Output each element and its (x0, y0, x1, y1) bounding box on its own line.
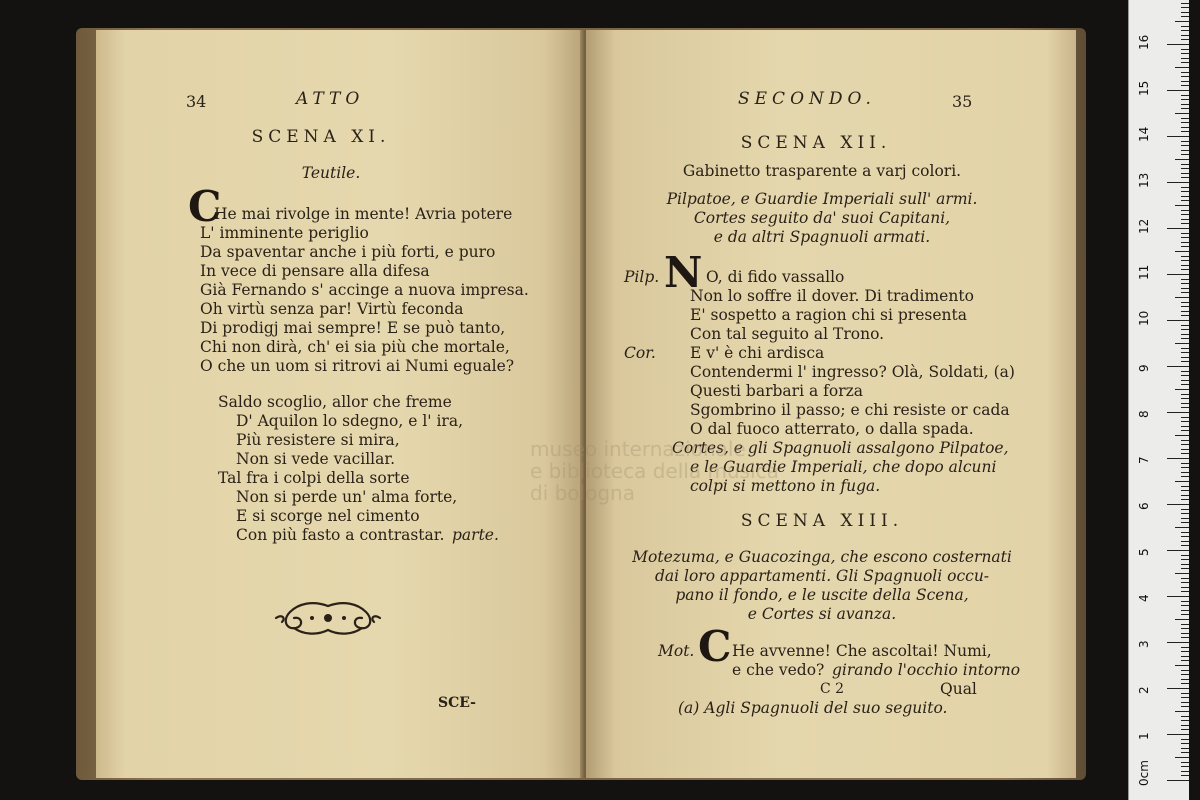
ruler-tick (1181, 499, 1189, 500)
pilp-line: Con tal seguito al Trono. (690, 325, 885, 343)
ruler-tick (1175, 67, 1189, 68)
ruler-tick (1181, 720, 1189, 721)
ruler-tick (1181, 449, 1189, 450)
ruler-tick (1181, 12, 1189, 13)
ruler-tick (1181, 260, 1189, 261)
ruler-tick (1167, 458, 1189, 459)
ruler-tick (1181, 164, 1189, 165)
speaker-pilp: Pilp. (624, 268, 660, 286)
stage-direction-line: Motezuma, e Guacozinga, che escono costernati (632, 548, 1012, 566)
ruler-tick (1181, 706, 1189, 707)
catchword-right: Qual (940, 680, 977, 698)
ruler-tick (1181, 532, 1189, 533)
ruler-tick (1181, 444, 1189, 445)
ruler-tick (1181, 651, 1189, 652)
running-head-right: SECONDO. (738, 89, 876, 109)
ruler-tick (1181, 545, 1189, 546)
pilp-line: O, di fido vassallo (706, 268, 845, 286)
mot-line: He avvenne! Che ascoltai! Numi, (732, 642, 992, 660)
aria-line: E si scorge nel cimento (236, 507, 420, 525)
stage-direction-line: e le Guardie Imperiali, che dopo alcuni (690, 458, 997, 476)
mot-line: e che vedo? (732, 661, 825, 679)
ruler-number: 16 (1137, 34, 1151, 50)
ruler-tick (1181, 85, 1189, 86)
aria-line: Saldo scoglio, allor che freme (218, 393, 452, 411)
catchword-left: SCE- (438, 695, 476, 711)
verse-line: Oh virtù senza par! Virtù feconda (200, 300, 464, 318)
ruler-tick (1181, 279, 1189, 280)
ruler-tick (1181, 518, 1189, 519)
ruler-tick (1181, 223, 1189, 224)
ruler-tick (1181, 509, 1189, 510)
ruler-tick (1175, 389, 1189, 390)
ruler-tick (1167, 90, 1189, 91)
ruler-tick (1181, 315, 1189, 316)
ruler-tick (1181, 637, 1189, 638)
ruler-number: 15 (1137, 80, 1151, 96)
watermark-line: e biblioteca della musica (530, 459, 779, 483)
stage-direction-line: dai loro appartamenti. Gli Spagnuoli occu- (654, 567, 990, 585)
ruler-tick (1181, 95, 1189, 96)
ruler-tick (1181, 154, 1189, 155)
ruler-tick (1167, 274, 1189, 275)
ruler-tick (1181, 472, 1189, 473)
stage-direction-line: e Cortes si avanza. (747, 605, 897, 623)
ruler-tick (1181, 131, 1189, 132)
ruler-tick (1181, 352, 1189, 353)
ruler-tick (1181, 237, 1189, 238)
ruler-tick (1181, 522, 1189, 523)
ruler-tick (1181, 292, 1189, 293)
watermark-line: museo internazionale (530, 437, 746, 461)
aria-line: Tal fra i colpi della sorte (218, 469, 410, 487)
stage-direction-inline: girando l'occhio intorno (832, 661, 1021, 679)
ruler-tick (1181, 145, 1189, 146)
ruler-tick (1167, 412, 1189, 413)
ruler-tick (1181, 476, 1189, 477)
page-number-right: 35 (952, 92, 973, 111)
ruler-tick (1181, 81, 1189, 82)
ruler-tick (1181, 329, 1189, 330)
ruler-tick (1181, 265, 1189, 266)
ruler-tick (1181, 242, 1189, 243)
ruler-tick (1181, 674, 1189, 675)
ruler-tick (1181, 716, 1189, 717)
ruler-tick (1181, 725, 1189, 726)
verse-line: He mai rivolge in mente! Avria potere (214, 205, 513, 223)
ruler-number: 6 (1137, 502, 1151, 510)
ruler-tick (1181, 39, 1189, 40)
ruler-tick (1181, 16, 1189, 17)
ruler-tick (1181, 187, 1189, 188)
ruler-tick (1167, 182, 1189, 183)
ruler-tick (1181, 30, 1189, 31)
ruler-tick (1181, 748, 1189, 749)
drop-cap: N (664, 248, 703, 297)
ruler-tick (1181, 62, 1189, 63)
ruler-tick (1181, 380, 1189, 381)
ruler-tick (1175, 481, 1189, 482)
ruler-number: 12 (1137, 218, 1151, 234)
ruler-tick (1181, 426, 1189, 427)
ruler-tick (1181, 628, 1189, 629)
ruler-tick (1175, 113, 1189, 114)
ruler-tick (1167, 136, 1189, 137)
ruler-tick (1181, 403, 1189, 404)
ruler-tick (1175, 711, 1189, 712)
ruler-tick (1181, 361, 1189, 362)
ruler-tick (1181, 752, 1189, 753)
ruler-tick (1181, 421, 1189, 422)
ruler-number: 1 (1137, 732, 1151, 740)
speaker-mot: Mot. (658, 642, 695, 660)
library-watermark (530, 438, 779, 504)
scene-title-left: SCENA XI. (251, 127, 391, 147)
ruler-tick (1181, 311, 1189, 312)
ruler-tick (1175, 343, 1189, 344)
ruler-tick (1181, 771, 1189, 772)
ruler-tick (1181, 371, 1189, 372)
speaker-cor: Cor. (624, 344, 656, 362)
ruler-tick (1181, 108, 1189, 109)
cor-line: Contendermi l' ingresso? Olà, Soldati, (a) (690, 363, 1015, 381)
ruler-tick (1181, 762, 1189, 763)
ruler-number: 8 (1137, 410, 1151, 418)
ruler-tick (1181, 58, 1189, 59)
ruler-tick (1181, 486, 1189, 487)
ruler-tick (1181, 559, 1189, 560)
ruler-tick (1181, 191, 1189, 192)
stage-direction-line: e da altri Spagnuoli armati. (713, 228, 931, 246)
ruler-tick (1175, 527, 1189, 528)
ruler-tick (1181, 467, 1189, 468)
ruler-tick (1167, 228, 1189, 229)
ruler-tick (1167, 320, 1189, 321)
centimeter-ruler (1128, 0, 1189, 800)
exit-direction: parte. (452, 526, 499, 544)
ruler-tick (1181, 775, 1189, 776)
ruler-tick (1181, 141, 1189, 142)
ruler-tick (1181, 357, 1189, 358)
ruler-tick (1181, 173, 1189, 174)
ruler-tick (1181, 233, 1189, 234)
ruler-tick (1181, 495, 1189, 496)
drop-cap: C (698, 622, 732, 671)
aria-line: D' Aquilon lo sdegno, e l' ira, (236, 412, 464, 430)
ruler-tick (1181, 647, 1189, 648)
ruler-tick (1181, 490, 1189, 491)
ruler-tick (1181, 375, 1189, 376)
ruler-tick (1181, 104, 1189, 105)
ruler-tick (1181, 127, 1189, 128)
ruler-tick (1167, 44, 1189, 45)
ruler-tick (1181, 150, 1189, 151)
ruler-tick (1181, 568, 1189, 569)
verse-line: Di prodigj mai sempre! E se può tanto, (200, 319, 506, 337)
ruler-tick (1181, 35, 1189, 36)
fleuron-ornament-icon (272, 598, 384, 638)
verse-line: Già Fernando s' accinge a nuova impresa. (200, 281, 529, 299)
ruler-tick (1181, 219, 1189, 220)
ruler-tick (1181, 591, 1189, 592)
ruler-number: 10 (1137, 310, 1151, 326)
ruler-tick (1181, 463, 1189, 464)
cor-line: E v' è chi ardisca (690, 344, 825, 362)
ruler-tick (1181, 739, 1189, 740)
ruler-tick (1181, 168, 1189, 169)
ruler-tick (1181, 200, 1189, 201)
verse-line: Da spaventar anche i più forti, e puro (200, 243, 496, 261)
ruler-tick (1167, 642, 1189, 643)
ruler-tick (1181, 269, 1189, 270)
ruler-number: 7 (1137, 456, 1151, 464)
ruler-tick (1181, 536, 1189, 537)
ruler-tick (1181, 697, 1189, 698)
ruler-tick (1181, 26, 1189, 27)
ruler-tick (1181, 587, 1189, 588)
signature-mark: C 2 (820, 681, 845, 697)
stage-direction-line: pano il fondo, e le uscite della Scena, (675, 586, 969, 604)
ruler-number: 14 (1137, 126, 1151, 142)
ruler-tick (1181, 440, 1189, 441)
ruler-tick (1175, 205, 1189, 206)
ruler-tick (1181, 564, 1189, 565)
ruler-tick (1175, 573, 1189, 574)
ruler-tick (1181, 325, 1189, 326)
verse-line: In vece di pensare alla difesa (200, 262, 430, 280)
right-page (586, 30, 1076, 778)
ruler-tick (1181, 407, 1189, 408)
scene-title-right: SCENA XII. (740, 133, 892, 153)
ruler-tick (1167, 504, 1189, 505)
ruler-tick (1181, 49, 1189, 50)
pilp-line: E' sospetto a ragion chi si presenta (690, 306, 967, 324)
ruler-tick (1181, 384, 1189, 385)
ruler-tick (1181, 417, 1189, 418)
ruler-tick (1181, 729, 1189, 730)
ruler-tick (1181, 177, 1189, 178)
cor-line: Questi barbari a forza (690, 382, 864, 400)
ruler-number: 2 (1137, 686, 1151, 694)
ruler-tick (1181, 72, 1189, 73)
verse-line: O che un uom si ritrovi ai Numi eguale? (200, 357, 515, 375)
page-number-left: 34 (186, 92, 207, 111)
ruler-tick (1181, 683, 1189, 684)
ruler-tick (1181, 582, 1189, 583)
ruler-tick (1181, 283, 1189, 284)
cor-line: Sgombrino il passo; e chi resiste or cada (690, 401, 1010, 419)
ruler-tick (1181, 7, 1189, 8)
footnote: (a) Agli Spagnuoli del suo seguito. (678, 699, 948, 717)
ruler-tick (1181, 453, 1189, 454)
ruler-number: 4 (1137, 594, 1151, 602)
stage-direction-line: Cortes, e gli Spagnuoli assalgono Pilpatoe, (672, 439, 1009, 457)
ruler-tick (1181, 394, 1189, 395)
ruler-number: 11 (1137, 264, 1151, 280)
ruler-number: 5 (1137, 548, 1151, 556)
ruler-tick (1181, 633, 1189, 634)
ruler-tick (1181, 702, 1189, 703)
verse-line: L' imminente periglio (200, 224, 369, 242)
ruler-tick (1181, 605, 1189, 606)
ruler-tick (1181, 541, 1189, 542)
ruler-tick (1181, 302, 1189, 303)
ruler-tick (1175, 21, 1189, 22)
ruler-number: 9 (1137, 364, 1151, 372)
ruler-tick (1167, 780, 1189, 781)
aria-line: Con più fasto a contrastar. (236, 526, 445, 544)
ruler-tick (1181, 513, 1189, 514)
stage-direction-line: Pilpatoe, e Guardie Imperiali sull' armi. (666, 190, 978, 208)
ruler-tick (1175, 665, 1189, 666)
ruler-tick (1181, 99, 1189, 100)
stage-direction-line: Cortes seguito da' suoi Capitani, (693, 209, 951, 227)
ruler-tick (1181, 660, 1189, 661)
ruler-tick (1167, 366, 1189, 367)
ruler-tick (1181, 3, 1189, 4)
ruler-tick (1181, 555, 1189, 556)
ruler-tick (1181, 348, 1189, 349)
aria-line: Più resistere si mira, (236, 431, 400, 449)
ruler-tick (1181, 743, 1189, 744)
ruler-tick (1167, 734, 1189, 735)
ruler-tick (1181, 288, 1189, 289)
ruler-tick (1175, 297, 1189, 298)
scene-setting: Gabinetto trasparente a varj colori. (682, 162, 962, 180)
ruler-number: 0cm (1137, 760, 1151, 786)
ruler-tick (1181, 693, 1189, 694)
ruler-tick (1175, 251, 1189, 252)
ruler-tick (1181, 624, 1189, 625)
ruler-tick (1181, 76, 1189, 77)
watermark-line: di bologna (530, 481, 635, 505)
ruler-tick (1181, 246, 1189, 247)
ruler-tick (1181, 430, 1189, 431)
ruler-tick (1175, 619, 1189, 620)
cor-line: O dal fuoco atterrato, o dalla spada. (690, 420, 974, 438)
ruler-tick (1175, 757, 1189, 758)
pilp-line: Non lo soffre il dover. Di tradimento (690, 287, 974, 305)
ruler-tick (1167, 596, 1189, 597)
ruler-tick (1181, 670, 1189, 671)
ruler-tick (1175, 435, 1189, 436)
drop-cap: C (188, 182, 222, 231)
aria-line: Non si vede vacillar. (236, 450, 396, 468)
ruler-tick (1181, 214, 1189, 215)
running-head-left: ATTO (296, 89, 365, 109)
ruler-number: 3 (1137, 640, 1151, 648)
stage-direction-line: colpi si mettono in fuga. (690, 477, 881, 495)
left-page (96, 30, 584, 778)
ruler-tick (1181, 614, 1189, 615)
aria-line: Non si perde un' alma forte, (236, 488, 458, 506)
ruler-tick (1181, 578, 1189, 579)
ruler-tick (1181, 679, 1189, 680)
character-name: Teutile. (301, 164, 361, 182)
ruler-tick (1181, 118, 1189, 119)
ruler-tick (1167, 688, 1189, 689)
ruler-tick (1181, 53, 1189, 54)
ruler-tick (1181, 601, 1189, 602)
ruler-tick (1181, 210, 1189, 211)
ruler-tick (1181, 398, 1189, 399)
ruler-tick (1181, 656, 1189, 657)
ruler-tick (1167, 550, 1189, 551)
ruler-tick (1181, 334, 1189, 335)
ruler-tick (1181, 256, 1189, 257)
ruler-tick (1181, 196, 1189, 197)
ruler-tick (1181, 306, 1189, 307)
verse-line: Chi non dirà, ch' ei sia più che mortale, (200, 338, 510, 356)
ruler-number: 13 (1137, 172, 1151, 188)
ruler-tick (1181, 766, 1189, 767)
scene-title-right-2: SCENA XIII. (740, 511, 904, 531)
ruler-tick (1181, 122, 1189, 123)
ruler-tick (1175, 159, 1189, 160)
ruler-tick (1181, 610, 1189, 611)
ruler-tick (1181, 338, 1189, 339)
